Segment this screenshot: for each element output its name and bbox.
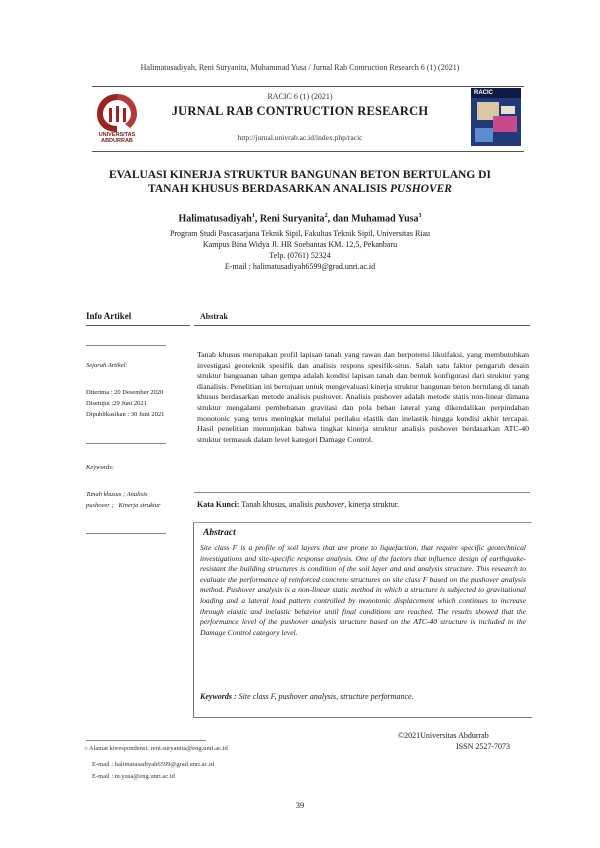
journal-title: JURNAL RAB CONTRUCTION RESEARCH bbox=[171, 104, 429, 118]
paper-title-line1: EVALUASI KINERJA STRUKTUR BANGUNAN BETON BERTULANG DI bbox=[109, 169, 491, 181]
abstract-heading: Abstract bbox=[203, 528, 236, 538]
corresponding-address: ○ Alamat korespondensi: reni.suryanita@eng.unri.ac.id bbox=[84, 745, 228, 752]
author-1: Halimatusadiyah bbox=[178, 213, 252, 225]
author-1-sup: 1 bbox=[251, 213, 255, 219]
kata-kunci-value: Tanah khusus, analisis bbox=[239, 500, 315, 509]
affiliation bbox=[0, 228, 600, 272]
article-info-heading: Info Artikel bbox=[86, 311, 132, 321]
divider bbox=[86, 325, 190, 326]
footnote-divider bbox=[86, 740, 206, 741]
divider bbox=[194, 492, 530, 493]
running-head: Halimatusadiyah, Reni Suryanita, Muhammad Yusa / Jurnal Rab Contruction Research 6 (1) (2021) bbox=[140, 63, 460, 72]
paper-title bbox=[60, 168, 540, 196]
copyright: ©2021Universitas Abdurrab bbox=[398, 731, 489, 740]
author-email-2[interactable]: E-mail : halimatusadiyah6599@grad.unri.ac.id bbox=[92, 761, 215, 768]
authors: Halimatusadiyah$^1$, Reni Suryanita$^2$, dan Muhamad Yusa$^3$ bbox=[178, 213, 422, 225]
kata-kunci-label: Kata Kunci: bbox=[197, 500, 240, 509]
affiliation-phone: Telp. (0761) 52324 bbox=[269, 251, 331, 260]
abstract-keywords-value: Site class F, pushover analysis, structure performance. bbox=[236, 692, 414, 701]
abstract-text: Site class F is a profile of soil layers that are prone to liquefaction, that require specific geotechnical investigations and site-specific response analysis. One of the factors that influence design of earthquake-resistant the building structures is condition of the soil layer and and analysis structure. This research to evaluate the performance of reinforced concrete structures on site class F based on the pushover analysis method. Pushover analysis is a non-linear static method in which a structure is subjected to gravitational loading and a lateral load pattern controlled by monotonic displacement which continues to increase through elastic and inelastic behavior until final conditions are reached. The results showed that the performance level of the pushover analysis structure based on the ATC-40 structure is included in the Damage Control category level. bbox=[200, 543, 526, 637]
affiliation-line1: Program Studi Pascasarjana Teknik Sipil, Fakultas Teknik Sipil, Universitas Riau bbox=[169, 229, 431, 238]
divider bbox=[194, 325, 530, 326]
keywords-line2: pushover ; Kinerja struktur bbox=[86, 502, 161, 509]
logo-text-university: UNIVERSITAS bbox=[98, 132, 136, 138]
abstract-keywords bbox=[200, 692, 526, 701]
journal-issue: RACIC 6 (1) (2021) bbox=[267, 92, 333, 101]
journal-cover-image bbox=[471, 88, 521, 146]
author-2: Reni Suryanita bbox=[259, 213, 325, 225]
received-date: Diterima : 20 Desember 2020 bbox=[86, 389, 164, 396]
kata-kunci-value-end: , kinerja struktur. bbox=[344, 500, 399, 509]
logo-text-name: ABDURRAB bbox=[101, 138, 133, 144]
affiliation-line2: Kampus Bina Widya Jl. HR Soebantas KM. 12,5, Pekanbaru bbox=[202, 240, 398, 249]
journal-url[interactable]: http://jurnal.univrab.ac.id/index.php/racic bbox=[237, 133, 363, 142]
affiliation-email[interactable]: E-mail : halimatusadiyah6599@grad.unri.ac.id bbox=[224, 262, 376, 271]
abstrak-heading: Abstrak bbox=[200, 312, 229, 321]
author-3-sup: 3 bbox=[418, 213, 422, 219]
kata-kunci-italic: pushover bbox=[314, 500, 345, 509]
history-label: Sejarah Artikel: bbox=[86, 362, 128, 369]
divider bbox=[86, 345, 166, 346]
accepted-date: Disetujui :29 Juni 2021 bbox=[86, 400, 147, 407]
issn: ISSN 2527-7073 bbox=[456, 742, 511, 751]
author-3: , dan Muhamad Yusa bbox=[327, 213, 419, 225]
page-number: 39 bbox=[295, 800, 305, 810]
abstrak-text: Tanah khusus merupakan profil lapisan tanah yang rawan dan berpotensi likuifaksi, yang membutuhkan investigasi geoteknik spesifik dan analisis respons spesifik-situs. Salah satu faktor pengaruh desain struktur banguanan tahan gempa adalah kondisi lapisan tanah dan bentuk konfigurasi dari struktur yang dianalisis. Penelitian ini bertujuan untuk mengevaluasi kinerja struktur bangunan beton bertulang di tanah khusus berdasarkan metode analisis pushover. Analisis pushover adalah metode statis non-linear dimana struktur mengalami pembebanan gravitasi dan pola beban lateral yang dikendalikan perpindahan monotonic yang terus meningkat melalui perilaku elastik dan inelastik hingga kondisi akhir tercapai. Hasil penelitian menunjukan bahwa tingkat kinerja struktur analisis pushover berdasarkan ATC-40 struktur termasuk dalam level kategori Damage Control. bbox=[197, 350, 529, 444]
published-date: Dipublikasikan : 30 Juni 2021 bbox=[86, 411, 165, 418]
author-2-sup: 2 bbox=[324, 213, 328, 219]
corresponding-email[interactable]: Alamat korespondensi: reni.suryanita@eng.unri.ac.id bbox=[88, 745, 228, 752]
cover-title: RACIC bbox=[474, 90, 493, 96]
divider bbox=[86, 533, 166, 534]
paper-title-line2: TANAH KHUSUS BERDASARKAN ANALISIS bbox=[148, 183, 390, 195]
abstract-keywords-label: Keywords : bbox=[200, 692, 237, 701]
divider bbox=[86, 443, 166, 444]
paper-title-italic: PUSHOVER bbox=[389, 183, 452, 195]
author-email-3[interactable]: E-mail : m.yusa@eng.unri.ac.id bbox=[92, 773, 175, 780]
kata-kunci bbox=[197, 500, 529, 509]
keywords-line1: Tanah khusus ; Analisis bbox=[86, 491, 148, 498]
keywords-label: Keywords: bbox=[86, 464, 114, 471]
